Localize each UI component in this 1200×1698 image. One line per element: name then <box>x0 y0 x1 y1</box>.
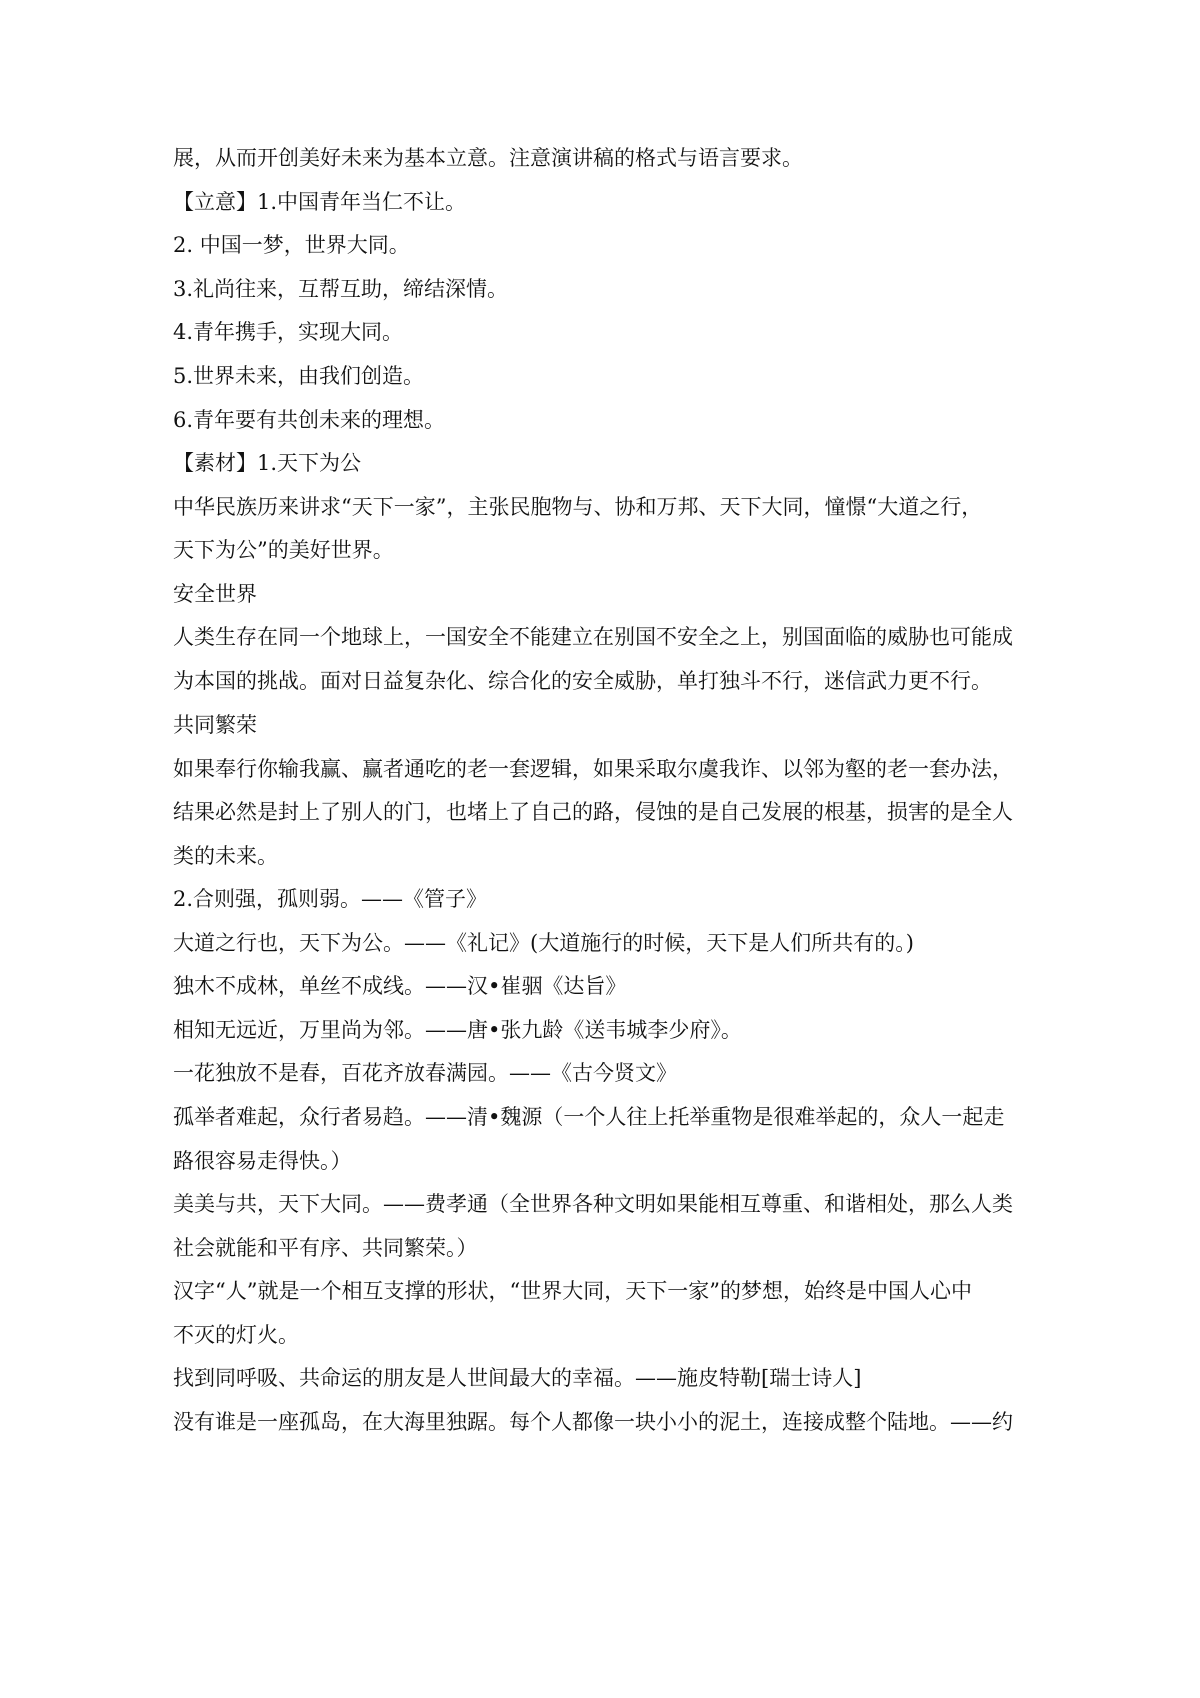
text-line: 4.青年携手，实现大同。 <box>173 320 404 344</box>
text-line: 中华民族历来讲求“天下一家”，主张民胞物与、协和万邦、天下大同，憧憬“大道之行， <box>173 495 983 519</box>
text-line: 2.合则强，孤则弱。——《管子》 <box>173 887 488 911</box>
text-line: 找到同呼吸、共命运的朋友是人世间最大的幸福。——施皮特勒[瑞士诗人] <box>173 1366 862 1390</box>
text-line: 相知无远近，万里尚为邻。——唐•张九龄《送韦城李少府》。 <box>173 1018 742 1042</box>
text-line: 路很容易走得快。） <box>173 1149 352 1173</box>
text-line: 5.世界未来，由我们创造。 <box>173 364 425 388</box>
text-line: 人类生存在同一个地球上，一国安全不能建立在别国不安全之上，别国面临的威胁也可能成 <box>173 625 1013 649</box>
text-line: 美美与共，天下大同。——费孝通（全世界各种文明如果能相互尊重、和谐相处，那么人类 <box>173 1192 1013 1216</box>
text-line: 结果必然是封上了别人的门，也堵上了自己的路，侵蚀的是自己发展的根基，损害的是全人 <box>173 800 1013 824</box>
text-line: 类的未来。 <box>173 844 278 868</box>
text-line: 为本国的挑战。面对日益复杂化、综合化的安全威胁，单打独斗不行，迷信武力更不行。 <box>173 669 992 693</box>
text-line: 不灭的灯火。 <box>173 1323 299 1347</box>
text-line: 6.青年要有共创未来的理想。 <box>173 408 446 432</box>
text-line: 共同繁荣 <box>173 713 257 737</box>
text-line: 汉字“人”就是一个相互支撑的形状，“世界大同，天下一家”的梦想，始终是中国人心中 <box>173 1279 972 1303</box>
text-line: 没有谁是一座孤岛，在大海里独踞。每个人都像一块小小的泥土，连接成整个陆地。——约 <box>173 1410 1013 1434</box>
text-line: 展，从而开创美好未来为基本立意。注意演讲稿的格式与语言要求。 <box>173 146 803 170</box>
text-line: 【立意】1.中国青年当仁不让。 <box>173 190 467 214</box>
text-line: 2. 中国一梦，世界大同。 <box>173 233 410 257</box>
text-line: 3.礼尚往来，互帮互助，缔结深情。 <box>173 277 509 301</box>
text-line: 大道之行也，天下为公。——《礼记》(大道施行的时候，天下是人们所共有的。) <box>173 931 914 955</box>
text-line: 天下为公”的美好世界。 <box>173 538 394 562</box>
text-line: 如果奉行你输我赢、赢者通吃的老一套逻辑，如果采取尔虞我诈、以邻为壑的老一套办法， <box>173 757 1013 781</box>
text-line: 独木不成林，单丝不成线。——汉•崔骃《达旨》 <box>173 974 627 998</box>
text-line: 安全世界 <box>173 582 257 606</box>
text-line: 一花独放不是春，百花齐放春满园。——《古今贤文》 <box>173 1061 677 1085</box>
text-line: 社会就能和平有序、共同繁荣。） <box>173 1236 478 1260</box>
text-line: 【素材】1.天下为公 <box>173 451 362 475</box>
text-line: 孤举者难起，众行者易趋。——清•魏源（一个人往上托举重物是很难举起的，众人一起走 <box>173 1105 1005 1129</box>
